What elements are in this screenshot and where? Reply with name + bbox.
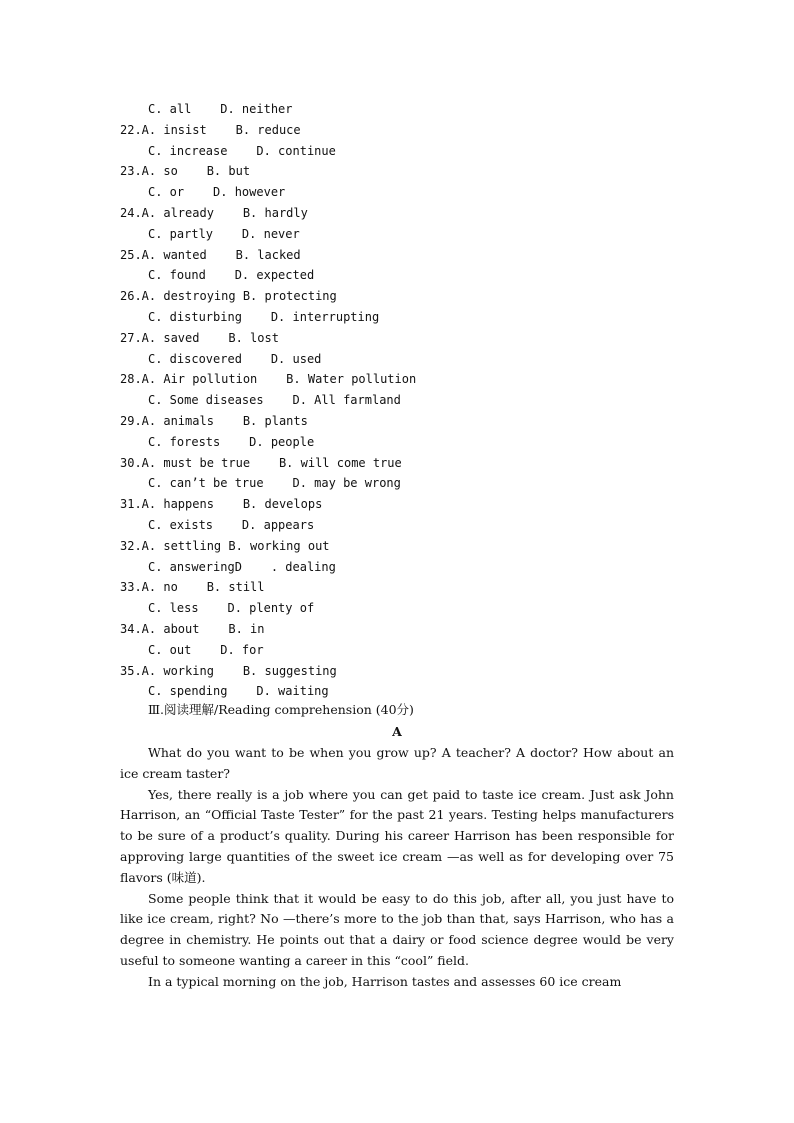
option-line-cd: C. less D. plenty of (148, 601, 315, 616)
question-option-line: 29.A. animals B. plants (120, 414, 308, 428)
question-option-line: 26.A. destroying B. protecting (120, 289, 337, 304)
section-heading: Ⅲ.阅读理解/Reading comprehension (40分) (148, 702, 414, 717)
option-line-cd: C. partly D. never (148, 226, 300, 241)
question-option-line: 25.A. wanted B. lacked (120, 247, 301, 262)
option-line-cd: C. all D. neither (148, 102, 293, 116)
question-option-line: 30.A. must be true B. will come true (120, 455, 402, 470)
option-line-cd: C. out D. for (148, 642, 264, 657)
option-line-cd: C. or D. however (148, 185, 286, 200)
option-line-cd: C. answeringD . dealing (148, 559, 336, 574)
question-option-line: 35.A. working B. suggesting (120, 663, 337, 678)
question-option-line: 34.A. about B. in (120, 622, 265, 636)
option-line-cd: C. increase D. continue (148, 143, 336, 158)
question-option-line: 32.A. settling B. working out (120, 538, 330, 553)
passage-body (120, 743, 674, 993)
option-line-cd: C. discovered D. used (148, 351, 322, 366)
option-line-cd: C. disturbing D. interrupting (148, 310, 380, 324)
question-option-line: 28.A. Air pollution B. Water pollution (120, 372, 417, 387)
option-line-cd: C. Some diseases D. All farmland (148, 393, 401, 408)
paragraph: What do you want to be when you grow up? A teacher? A doctor? How about an ice cream taster? (120, 745, 674, 781)
passage-label: A (392, 724, 402, 739)
question-option-line: 22.A. insist B. reduce (120, 122, 301, 137)
option-line-cd: C. spending D. waiting (148, 684, 329, 699)
question-option-line: 31.A. happens B. develops (120, 497, 323, 512)
question-option-line: 27.A. saved B. lost (120, 330, 279, 345)
paragraph: Some people think that it would be easy to do this job, after all, you just have to like ice cream, right? No —there’s more to the job than that, says Harrison, who has a degree in chemistry. He points out that a dairy or food science degree would be very useful to someone wanting a career in this “cool” field. (120, 890, 674, 968)
option-line-cd: C. exists D. appears (148, 518, 315, 532)
question-option-line: 24.A. already B. hardly (120, 206, 308, 220)
question-option-line: 33.A. no B. still (120, 580, 265, 595)
option-line-cd: C. found D. expected (148, 268, 315, 283)
paragraph: Yes, there really is a job where you can get paid to taste ice cream. Just ask John Harrison, an “Official Taste Tester” for the past 21 years. Testing helps manufacturers to be sure of a product’s quality. During his career Harrison has been responsible for approving large quantities of the sweet ice cream —as well as for developing over 75 flavors (味道). (120, 786, 674, 885)
question-option-line: 23.A. so B. but (120, 164, 251, 179)
paragraph: In a typical morning on the job, Harrison tastes and assesses 60 ice cream (148, 973, 622, 989)
option-line-cd: C. forests D. people (148, 434, 315, 449)
option-line-cd: C. can’t be true D. may be wrong (148, 476, 401, 491)
